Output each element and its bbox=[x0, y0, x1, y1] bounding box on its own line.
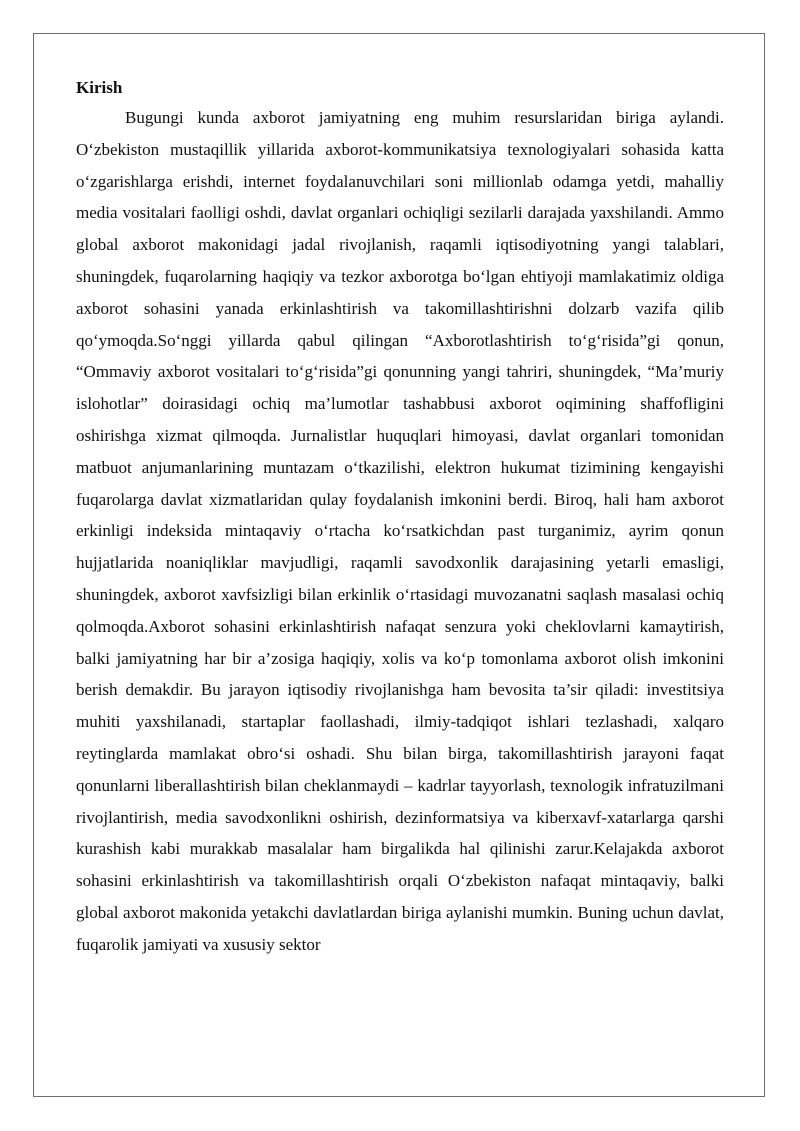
body-paragraph: Bugungi kunda axborot jamiyatning eng muhim resurslaridan biriga aylandi. O‘zbekiston mustaqillik yillarida axborot-kommunikatsiya texnologiyalari sohasida katta o‘zgarishlarga erishdi, internet foydalanuvchilari soni millionlab odamga yetdi, mahalliy media vositalari faolligi oshdi, davlat organlari ochiqligi sezilarli darajada yaxshilandi. Ammo global axborot makonidagi jadal rivojlanish, raqamli iqtisodiyotning yangi talablari, shuningdek, fuqarolarning haqiqiy va tezkor axborotga bo‘lgan ehtiyoji mamlakatimiz oldiga axborot sohasini yanada erkinlashtirish va takomillashtirishni dolzarb vazifa qilib qo‘ymoqda.So‘nggi yillarda qabul qilingan “Axborotlashtirish to‘g‘risida”gi qonun, “Ommaviy axborot vositalari to‘g‘risida”gi qonunning yangi tahriri, shuningdek, “Ma’muriy islohotlar” doirasidagi ochiq ma’lumotlar tashabbusi axborot oqimining shaffofligini oshirishga xizmat qilmoqda. Jurnalistlar huquqlari himoyasi, davlat organlari tomonidan matbuot anjumanlarining muntazam o‘tkazilishi, elektron hukumat tizimining kengayishi fuqarolarga davlat xizmatlaridan qulay foydalanish imkonini berdi. Biroq, hali ham axborot erkinligi indeksida mintaqaviy o‘rtacha ko‘rsatkichdan past turganimiz, ayrim qonun hujjatlarida noaniqliklar mavjudligi, raqamli savodxonlik darajasining yetarli emasligi, shuningdek, axborot xavfsizligi bilan erkinlik o‘rtasidagi muvozanatni saqlash masalasi ochiq qolmoqda.Axborot sohasini erkinlashtirish nafaqat senzura yoki cheklovlarni kamaytirish, balki jamiyatning har bir a’zosiga haqiqiy, xolis va ko‘p tomonlama axborot olish imkonini berish demakdir. Bu jarayon iqtisodiy rivojlanishga ham bevosita ta’sir qiladi: investitsiya muhiti yaxshilanadi, startaplar faollashadi, ilmiy-tadqiqot ishlari tezlashadi, xalqaro reytinglarda mamlakat obro‘si oshadi. Shu bilan birga, takomillashtirish jarayoni faqat qonunlarni liberallashtirish bilan cheklanmaydi – kadrlar tayyorlash, texnologik infratuzilmani rivojlantirish, media savodxonlikni oshirish, dezinformatsiya va kiberxavf-xatarlarga qarshi kurashish kabi murakkab masalalar ham birgalikda hal qilinishi zarur.Kelajakda axborot sohasini erkinlashtirish va takomillashtirish orqali O‘zbekiston nafaqat mintaqaviy, balki global axborot makonida yetakchi davlatlardan biriga aylanishi mumkin. Buning uchun davlat, fuqarolik jamiyati va xususiy sektor bbox=[76, 108, 724, 954]
section-heading: Kirish bbox=[76, 78, 123, 97]
document-content bbox=[76, 74, 724, 961]
